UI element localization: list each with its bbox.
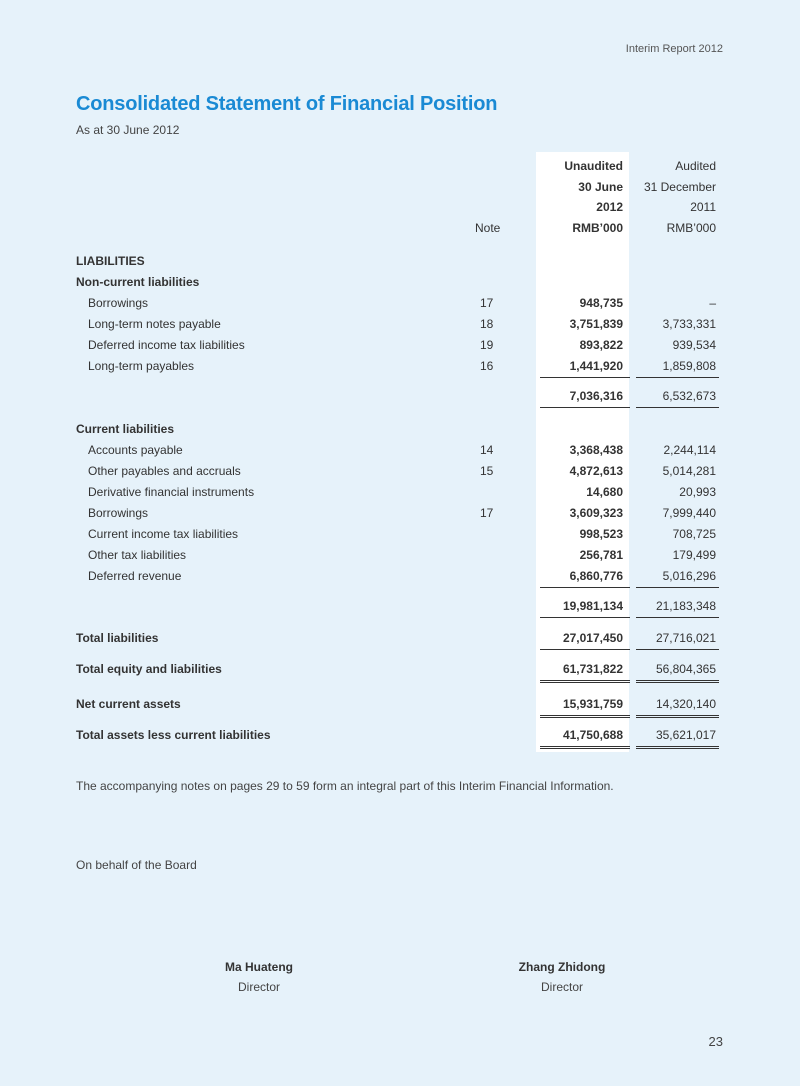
row-value-2012: 256,781	[579, 548, 623, 562]
report-header: Interim Report 2012	[625, 43, 723, 55]
double-rule	[636, 715, 719, 718]
row-value-2012: 1,441,920	[569, 359, 623, 373]
subtotal-2011: 6,532,673	[662, 389, 716, 403]
double-rule	[636, 680, 719, 683]
signatory	[159, 960, 359, 994]
table-row	[0, 314, 800, 334]
row-label: Other payables and accruals	[88, 464, 241, 478]
table-row	[0, 440, 800, 460]
total-2011: 14,320,140	[655, 697, 716, 711]
col1-header: 30 June	[578, 180, 623, 194]
double-rule	[540, 715, 630, 718]
section-label: Current liabilities	[76, 422, 175, 436]
table-row	[0, 335, 800, 355]
section-heading	[0, 419, 800, 439]
row-label: Long-term payables	[88, 359, 195, 373]
row-label: Accounts payable	[88, 443, 183, 457]
col2-header: Audited	[675, 159, 716, 173]
row-value-2012: 6,860,776	[569, 569, 623, 583]
total-2011: 56,804,365	[655, 662, 716, 676]
row-note: 14	[480, 443, 494, 457]
signatory-name: Zhang Zhidong	[518, 960, 606, 974]
page-number: 23	[708, 1034, 723, 1049]
table-row	[0, 482, 800, 502]
row-value-2012: 893,822	[579, 338, 623, 352]
section-heading	[0, 272, 800, 292]
col1-header: RMB’000	[572, 221, 623, 235]
rule	[636, 377, 719, 378]
row-value-2011: 5,014,281	[662, 464, 716, 478]
double-rule	[636, 746, 719, 749]
header-row-1	[0, 156, 800, 176]
total-2012: 15,931,759	[562, 697, 623, 711]
rule	[540, 377, 630, 378]
total-row	[0, 659, 800, 679]
row-value-2011: 7,999,440	[662, 506, 716, 520]
header-row-3	[0, 197, 800, 217]
rule	[636, 617, 719, 618]
rule	[540, 649, 630, 650]
table-row	[0, 293, 800, 313]
row-label: Long-term notes payable	[88, 317, 221, 331]
row-value-2011: 20,993	[679, 485, 716, 499]
row-label: Current income tax liabilities	[88, 527, 239, 541]
total-row	[0, 694, 800, 714]
table-row	[0, 461, 800, 481]
total-2012: 27,017,450	[562, 631, 623, 645]
section-label: LIABILITIES	[76, 254, 145, 268]
row-label: Derivative financial instruments	[88, 485, 255, 499]
total-2011: 35,621,017	[655, 728, 716, 742]
table-row	[0, 566, 800, 586]
subtotal-2012: 7,036,316	[569, 389, 623, 403]
total-label: Total equity and liabilities	[76, 662, 222, 676]
note-header: Note	[475, 221, 501, 235]
row-note: 17	[480, 506, 494, 520]
total-label: Total liabilities	[76, 631, 159, 645]
row-label: Deferred income tax liabilities	[88, 338, 245, 352]
footnote: The accompanying notes on pages 29 to 59 form an integral part of this Interim Financial Information.	[76, 779, 614, 793]
double-rule	[540, 746, 630, 749]
signatory-role: Director	[237, 980, 280, 994]
double-rule	[540, 680, 630, 683]
col2-header: RMB’000	[666, 221, 716, 235]
rule	[540, 407, 630, 408]
table-row	[0, 524, 800, 544]
table-row	[0, 545, 800, 565]
row-value-2011: 179,499	[672, 548, 716, 562]
row-value-2011: 5,016,296	[662, 569, 716, 583]
row-value-2011: 3,733,331	[662, 317, 716, 331]
row-note: 19	[480, 338, 494, 352]
total-2011: 27,716,021	[655, 631, 716, 645]
total-row	[0, 628, 800, 648]
subtotal-2012: 19,981,134	[562, 599, 623, 613]
signatory-role: Director	[540, 980, 583, 994]
col2-header: 31 December	[643, 180, 716, 194]
row-note: 18	[480, 317, 494, 331]
col1-header: Unaudited	[564, 159, 623, 173]
subtotal-2011: 21,183,348	[655, 599, 716, 613]
total-label: Net current assets	[76, 697, 181, 711]
row-value-2011: 939,534	[672, 338, 716, 352]
header-row-4	[0, 218, 800, 238]
row-value-2012: 998,523	[579, 527, 623, 541]
table-row	[0, 503, 800, 523]
subtotal-row	[0, 386, 800, 406]
rule	[540, 617, 630, 618]
row-note: 16	[480, 359, 494, 373]
row-value-2012: 4,872,613	[569, 464, 623, 478]
signatory-name: Ma Huateng	[224, 960, 293, 974]
row-value-2012: 948,735	[579, 296, 623, 310]
row-value-2011: 2,244,114	[663, 443, 716, 457]
col1-header: 2012	[596, 200, 623, 214]
section-label: Non-current liabilities	[76, 275, 200, 289]
row-label: Borrowings	[88, 296, 149, 310]
header-row-2	[0, 177, 800, 197]
row-value-2011: –	[709, 296, 716, 310]
rule	[636, 587, 719, 588]
rule	[636, 407, 719, 408]
row-value-2011: 1,859,808	[662, 359, 716, 373]
col2-header: 2011	[690, 200, 716, 214]
row-value-2012: 3,751,839	[569, 317, 623, 331]
row-label: Other tax liabilities	[88, 548, 187, 562]
table-row	[0, 356, 800, 376]
page-subtitle: As at 30 June 2012	[76, 123, 180, 137]
rule	[540, 587, 630, 588]
row-value-2012: 3,368,438	[569, 443, 623, 457]
row-note: 17	[480, 296, 494, 310]
rule	[636, 649, 719, 650]
section-heading	[0, 251, 800, 271]
total-row	[0, 725, 800, 745]
total-2012: 41,750,688	[562, 728, 623, 742]
row-label: Borrowings	[88, 506, 149, 520]
total-label: Total assets less current liabilities	[76, 728, 271, 742]
subtotal-row	[0, 596, 800, 616]
row-value-2012: 14,680	[586, 485, 623, 499]
page-title: Consolidated Statement of Financial Position	[76, 93, 498, 115]
signatory	[462, 960, 662, 994]
row-value-2012: 3,609,323	[569, 506, 623, 520]
row-note: 15	[480, 464, 494, 478]
board-statement: On behalf of the Board	[76, 858, 197, 872]
row-label: Deferred revenue	[88, 569, 182, 583]
total-2012: 61,731,822	[562, 662, 623, 676]
row-value-2011: 708,725	[672, 527, 716, 541]
